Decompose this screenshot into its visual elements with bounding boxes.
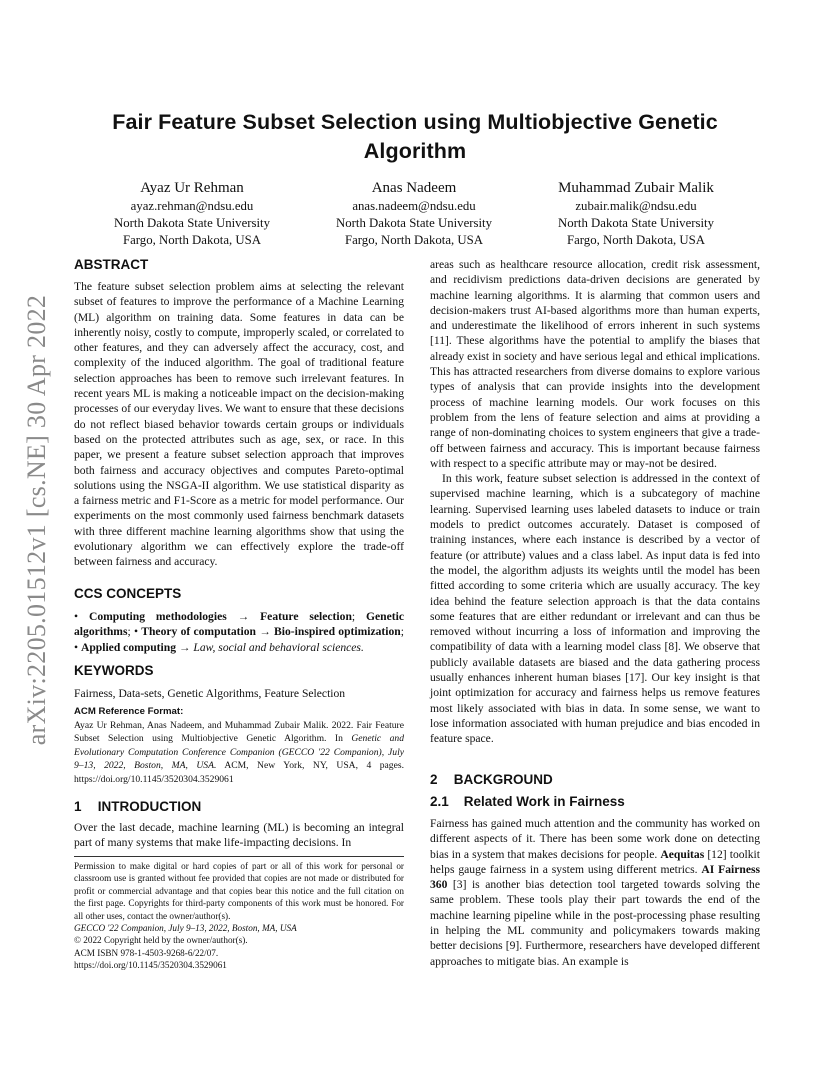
intro-paragraph-1: Over the last decade, machine learning (ML) is becoming an integral part of many systems that make life-impacting decisions. In [74,821,404,850]
permission-notice: Permission to make digital or hard copies of part or all of this work for personal or classroom use is granted without fee provided that copies are not made or distributed for profit or commercial advantage and that copies bear this notice and the full citation on the first page. Copyrights for third-party components of this work must be honored. For all other uses, contact the owner/author(s). [74,861,404,921]
copyright-line: © 2022 Copyright held by the owner/author(s). [74,935,248,946]
intro-continued [430,257,760,747]
author-name: Anas Nadeem [371,180,457,196]
keywords-section [74,662,404,701]
author-affiliation: North Dakota State University [557,216,715,230]
ccs-sep: → [176,640,194,654]
related-work-heading [430,793,760,811]
intro-paragraph-right-1: areas such as healthcare resource allocation, credit risk assessment, and recidivism predictions data-driven decisions are generated by machine learning algorithms. It is alarming that common users and decision-makers trust AI-based algorithms more than human experts, and underestimate the likelihood of errors inherent in such systems [11]. These algorithms have the potential to amplify the biases that already exist in society and have serious legal and ethical implications. This has attracted researchers from diverse domains to explore various types of analysis that can provide insights into the development process of machine learning models. Our work focuses on this problem from the lens of feature selection and aims at providing a range of non-dominating choices to system engineers that give a trade-off between fairness and accuracy. This is important because fairness with respect to a specific attribute may or may-not be desired. [430,258,760,470]
paper-title: Fair Feature Subset Selection using Multiobjective Genetic Algorithm [112,110,718,163]
intro-section [74,798,404,851]
ccs-bullet: • [74,640,79,654]
abstract-section [74,256,404,570]
author-email: zubair.malik@ndsu.edu [575,199,697,213]
author-affiliation: North Dakota State University [335,216,493,230]
abstract-heading: ABSTRACT [74,257,149,272]
section-title: INTRODUCTION [97,799,202,814]
acm-reference [74,706,404,786]
acm-reference-heading: ACM Reference Format: [74,706,184,717]
ccs-bullet: • [74,610,79,623]
abstract-text: The feature subset selection problem aims at selecting the relevant subset of features to improve the performance of a Machine Learning (ML) algorithm on training data. Some features in data can be inherently noisy, costly to compute, improperly scaled, or correlated to other features, and they can adversely affect the accuracy, cost, and complexity of the induced algorithm. The goal of traditional feature selection approaches has been to remove such irrelevant features. In recent years ML is making a noticeable impact on the decision-making processes of our everyday lives. We want to ensure that these decisions do not reflect biased behavior towards certain groups or individuals based on the protected attributes such as age, sex, or race. In this paper, we present a feature subset selection approach that improves both fairness and accuracy objectives and computes Pareto-optimal solutions using the NSGA-II algorithm. We use statistical disparity as a fairness metric and F1-Score as a metric for model performance. Our experiments on the most commonly used fairness benchmark datasets with three different machine learning algorithms show that using the evolutionary algorithm we can effectively explore the trade-off between fairness and accuracy. [74,280,404,569]
acm-ref-plain: Ayaz Ur Rehman, Anas Nadeem, and Muhammad Zubair Malik. 2022. Fair Feature Subset Selection using Multiobjective Genetic Algorithm. In [74,720,404,745]
author-location: Fargo, North Dakota, USA [344,233,484,247]
ccs-concept-italic: Law, social and behavioral sciences. [193,640,364,654]
ccs-sep: ; [127,625,134,639]
ccs-concept: Applied computing [80,640,176,654]
footnote-divider [74,856,404,857]
author-location: Fargo, North Dakota, USA [566,233,706,247]
author-affiliation: North Dakota State University [113,216,271,230]
author-email: ayaz.rehman@ndsu.edu [130,199,254,213]
tool-name-aequitas: Aequitas [660,847,705,861]
author-email: anas.nadeem@ndsu.edu [352,199,476,213]
author-name: Muhammad Zubair Malik [558,180,714,196]
acm-ref-tail: ACM, New York, NY, USA, 4 pages. https://doi.org/10.1145/3520304.3529061 [74,760,404,785]
ccs-text [74,609,404,655]
related-work-paragraph [430,816,760,969]
author-block-3 [526,178,746,249]
author-block-2 [304,178,524,249]
section-number: 2 [430,772,438,787]
acm-reference-text [74,719,404,786]
ccs-section [74,585,404,655]
intro-paragraph-right-2: In this work, feature subset selection is addressed in the context of supervised machine learning, which is a subcategory of machine learning. Supervised learning uses labeled datasets to induce or train models to predict outcomes accurately. Dataset is composed of training instances, where each instance is described by a vector of feature (or attribute) values and a class label. As input data is fed into the model, the algorithm adjusts its weights until the model has been fitted according to some criteria which are usually accuracy. The key idea behind the feature selection approach is that the data contains some features that are either redundant or irrelevant and can thus be removed without incurring a loss of information and improving the compatibility of data with a learning model class [8]. We observe that publicly available datasets are biased and the data gathering process usually enhances inherent human biases [17]. Our key insight is that joint optimization for accuracy and fairness helps us remove features most likely associated with bias in data. In some sense, we want to lose information associated with human prejudice and bias encoded in feature space. [430,472,760,746]
author-name: Ayaz Ur Rehman [140,180,244,196]
subsection-title: Related Work in Fairness [463,794,625,809]
acm-ref-italic: Genetic and Evolutionary Computation Conference Companion (GECCO '22 Companion), July 9–13, 2022, Boston, MA, USA. [74,733,405,772]
background-section [430,771,760,969]
ccs-concept: Computing methodologies → Feature selection [88,610,352,623]
text-span: [12] toolkit helps gauge fairness in a system using different metrics. [430,847,761,876]
section-number: 1 [74,799,82,814]
ccs-sep: ; [400,625,404,639]
ccs-bullet: • [133,625,138,639]
ccs-sep: ; [351,610,366,623]
ccs-concept: Genetic algorithms [74,610,404,639]
ccs-heading: CCS CONCEPTS [74,586,182,601]
text-span: Fairness has gained much attention and the community has worked on different aspects of it. There has been some work done on detecting bias in a system that makes decisions for people. [430,817,760,861]
intro-heading [74,798,404,816]
author-block-1 [82,178,302,249]
keywords-text: Fairness, Data-sets, Genetic Algorithms, Feature Selection [74,687,346,700]
doi-line: https://doi.org/10.1145/3520304.3529061 [74,960,227,971]
keywords-heading: KEYWORDS [74,663,154,678]
ccs-concept: Theory of computation → Bio-inspired optimization [141,625,401,639]
text-span: [3] is another bias detection tool targeted towards solving the same problem. These tools play their part towards the end of the machine learning pipeline while in the post-processing phase resulting in helping the ML community and policymakers towards making better decisions [9]. Furthermore, researchers have developed different approaches to mitigate bias. An example is [430,878,760,968]
isbn-line: ACM ISBN 978-1-4503-9268-6/22/07. [74,947,219,958]
section-title: BACKGROUND [453,772,553,787]
author-location: Fargo, North Dakota, USA [122,233,262,247]
arxiv-identifier: arXiv:2205.01512v1 [cs.NE] 30 Apr 2022 [22,294,51,746]
background-heading [430,771,760,789]
arxiv-sidebar [16,280,58,760]
subsection-number: 2.1 [430,794,449,809]
tool-name-aif360: AI Fairness 360 [430,862,760,892]
footnote [74,860,404,972]
venue-line: GECCO '22 Companion, July 9–13, 2022, Boston, MA, USA [74,923,297,934]
